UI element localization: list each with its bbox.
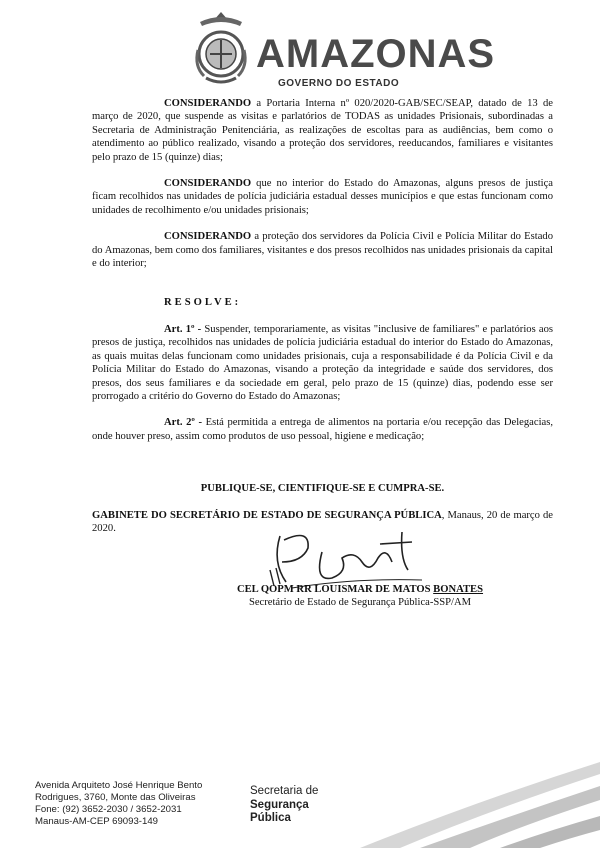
considerando-lead-2: CONSIDERANDO [164, 178, 252, 190]
article-1-text: Suspender, temporariamente, as visitas "inclusive de familiares" e parlatórios aos presos de justiça, recolhidos nas unidades de polícia judiciária estadual do interior do Estado do Amazonas, as quais muitas delas funcionam como unidades prisionais, cuja a responsabilidade é da Polícia Civil e da Polícia Militar do Estado do Amazonas, visando a proteção da integridade e saúde dos servidores, dos presos, dos seus familiares e da sociedade em geral, pelo prazo de 15 (quinze) dias, podendo esse ser prorrogado a critério do Governo do Estado do Amazonas; [92, 323, 553, 402]
footer-address [35, 780, 202, 828]
secretariat-line-3: Pública [250, 812, 291, 824]
gabinete-date: , Manaus, 20 de março de 2020. [92, 509, 554, 534]
article-2-text: Está permitida a entrega de alimentos na portaria e/ou recepção das Delegacias, onde houver preso, assim como produtos de uso pessoal, higiene e medicação; [92, 417, 553, 442]
considerando-paragraph-1 [92, 97, 553, 164]
resolve-heading: RESOLVE: [164, 297, 242, 309]
footer-wave-decoration [360, 760, 600, 848]
article-2 [92, 416, 553, 443]
article-1-lead: Art. 1º - [164, 323, 202, 335]
considerando-lead-3: CONSIDERANDO [164, 231, 252, 243]
signer-role: Secretário de Estado de Segurança Pública-SSP/AM [248, 597, 472, 608]
article-2-lead: Art. 2º - [164, 417, 203, 429]
address-line-2: Rodrigues, 3760, Monte das Oliveiras [35, 792, 196, 803]
considerando-text-2: que no interior do Estado do Amazonas, alguns presos de justiça ficam recolhidos nas unidades de polícia judiciária estadual desses municípios e que estas funcionam como unidades de recolhimento e/ou unidades prisionais; [92, 178, 553, 216]
considerando-paragraph-3 [92, 230, 553, 270]
gabinete-bold: GABINETE DO SECRETÁRIO DE ESTADO DE SEGURANÇA PÚBLICA [92, 509, 442, 521]
considerando-text-3: a proteção dos servidores da Polícia Civil e Polícia Militar do Estado do Amazonas, bem como dos familiares, visitantes e dos presos recolhidos nas unidades prisionais da capital e do interior; [92, 231, 553, 270]
address-line-4: Manaus-AM-CEP 69093-149 [35, 816, 159, 827]
signer-block [170, 583, 550, 609]
coat-of-arms-icon [190, 10, 252, 90]
publique-statement: PUBLIQUE-SE, CIENTIFIQUE-SE E CUMPRA-SE. [200, 483, 445, 495]
considerando-lead-1: CONSIDERANDO [164, 98, 252, 109]
letterhead [0, 6, 600, 98]
signer-name-prefix: CEL QOPM RR LOUISMAR DE MATOS [236, 584, 434, 595]
brand-subtitle: GOVERNO DO ESTADO [278, 78, 400, 89]
signer-name [170, 583, 550, 596]
considerando-text-1: a Portaria Interna nº 020/2020-GAB/SEC/SEAP, datado de 13 de março de 2020, que suspende as visitas e parlatórios de TODAS as unidades Prisionais, subordinadas a Secretaria de Administração Penitenciária, as realizações de escoltas para as audiências, bem como o atendimento ao público realizado, visando a proteção dos servidores, reeducandos, familiares e visitantes pelo prazo de 15 (quinze) dias; [92, 98, 553, 163]
signer-surname: BONATES [433, 584, 484, 595]
article-1 [92, 323, 553, 403]
address-line-3: Fone: (92) 3652-2030 / 3652-2031 [35, 804, 182, 815]
secretariat-line-1: Secretaria de [250, 785, 319, 797]
address-line-1: Avenida Arquiteto José Henrique Bento [35, 780, 203, 791]
secretariat-line-2: Segurança [250, 798, 309, 811]
document-body [92, 97, 553, 535]
considerando-paragraph-2 [92, 177, 553, 217]
brand-name: AMAZONAS [256, 32, 496, 76]
footer-secretariat [250, 785, 318, 826]
handwritten-signature [262, 522, 432, 592]
